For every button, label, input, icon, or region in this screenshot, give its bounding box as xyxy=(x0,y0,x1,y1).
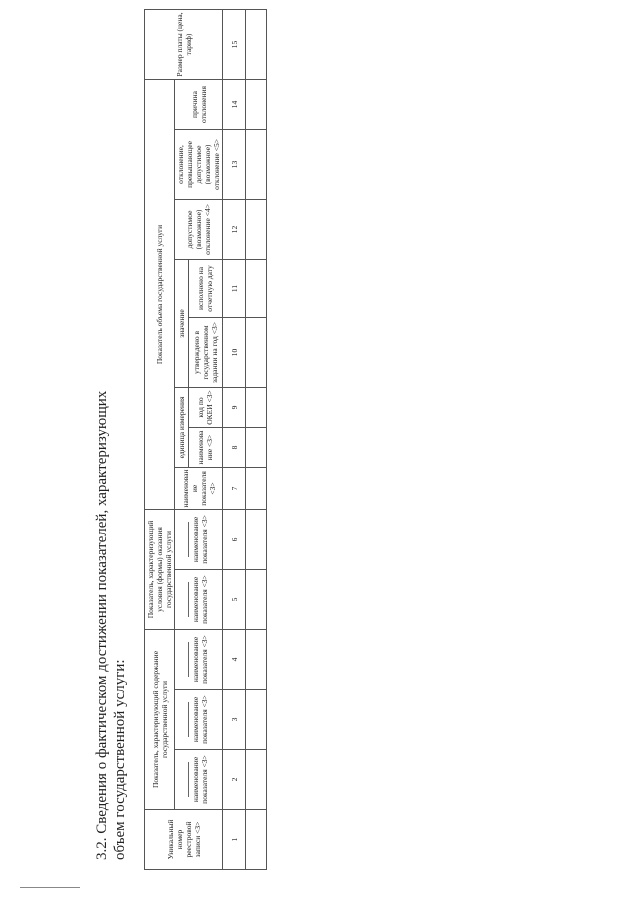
table-cell[interactable] xyxy=(246,570,267,630)
table-cell[interactable] xyxy=(246,259,267,317)
header-unit: единица измерения xyxy=(175,387,189,467)
table-cell[interactable] xyxy=(246,427,267,467)
table-cell[interactable] xyxy=(246,79,267,129)
col-num-3: 3 xyxy=(223,690,246,750)
col-num-8: 8 xyxy=(223,427,246,467)
rotated-document xyxy=(90,10,267,870)
header-unit-name: наименование <3> xyxy=(188,427,222,467)
sub-content-3: наименование показателя <3> xyxy=(175,630,223,690)
heading-line-1: 3.2. Сведения о фактическом достижении показателей, характеризующих xyxy=(94,390,110,860)
col-num-1: 1 xyxy=(223,810,246,870)
header-conditions-indicator: Показатель, характеризующий условия (формы) оказания государственной услуги xyxy=(145,509,175,629)
table-cell[interactable] xyxy=(246,630,267,690)
volume-table xyxy=(144,9,267,870)
header-content-indicator: Показатель, характеризующий содержание государственной услуги xyxy=(145,630,175,810)
number-row xyxy=(223,9,246,869)
data-row-1 xyxy=(246,9,267,869)
table-cell[interactable] xyxy=(246,810,267,870)
col-num-7: 7 xyxy=(223,467,246,509)
sub-content-1: наименование показателя <3> xyxy=(175,750,223,810)
col-num-2: 2 xyxy=(223,750,246,810)
header-row-2 xyxy=(175,9,189,869)
table-cell[interactable] xyxy=(246,750,267,810)
col-num-15: 15 xyxy=(223,9,246,79)
header-reason: причина отклонения xyxy=(175,79,223,129)
col-num-14: 14 xyxy=(223,79,246,129)
table-cell[interactable] xyxy=(246,9,267,79)
header-exceed-deviation: отклонение, превышающее допустимое (возможное) отклонение <5> xyxy=(175,129,223,199)
col-num-12: 12 xyxy=(223,199,246,259)
col-num-4: 4 xyxy=(223,630,246,690)
table-cell[interactable] xyxy=(246,199,267,259)
header-row-1 xyxy=(145,9,175,869)
sub-conditions-2: наименование показателя <3> xyxy=(175,509,223,569)
header-done: исполнено на отчетную дату xyxy=(188,259,222,317)
section-heading xyxy=(90,350,144,870)
col-num-11: 11 xyxy=(223,259,246,317)
sub-content-2: наименование показателя <3> xyxy=(175,690,223,750)
header-allowed-deviation: допустимое (возможное) отклонение <4> xyxy=(175,199,223,259)
header-approved: утверждено в государственном задании на год <3> xyxy=(188,317,222,387)
col-num-9: 9 xyxy=(223,387,246,427)
header-unique-number: Уникальный номер реестровой записи <3> xyxy=(145,810,223,870)
table-cell[interactable] xyxy=(246,467,267,509)
table-cell[interactable] xyxy=(246,690,267,750)
heading-line-2: объем государственной услуги: xyxy=(112,659,128,860)
table-cell[interactable] xyxy=(246,509,267,569)
header-okei: код по ОКЕИ <3> xyxy=(188,387,222,427)
col-num-13: 13 xyxy=(223,129,246,199)
header-volume-indicator: Показатель объема государственной услуги xyxy=(145,79,175,509)
table-cell[interactable] xyxy=(246,317,267,387)
table-cell[interactable] xyxy=(246,387,267,427)
header-fee: Размер платы (цена, тариф) xyxy=(145,9,223,79)
header-value: значение xyxy=(175,259,189,387)
header-indicator-name: наименование показателя <3> xyxy=(175,467,223,509)
sub-conditions-1: наименование показателя <3> xyxy=(175,570,223,630)
col-num-6: 6 xyxy=(223,509,246,569)
col-num-5: 5 xyxy=(223,570,246,630)
footnote-separator xyxy=(20,887,80,888)
table-cell[interactable] xyxy=(246,129,267,199)
col-num-10: 10 xyxy=(223,317,246,387)
